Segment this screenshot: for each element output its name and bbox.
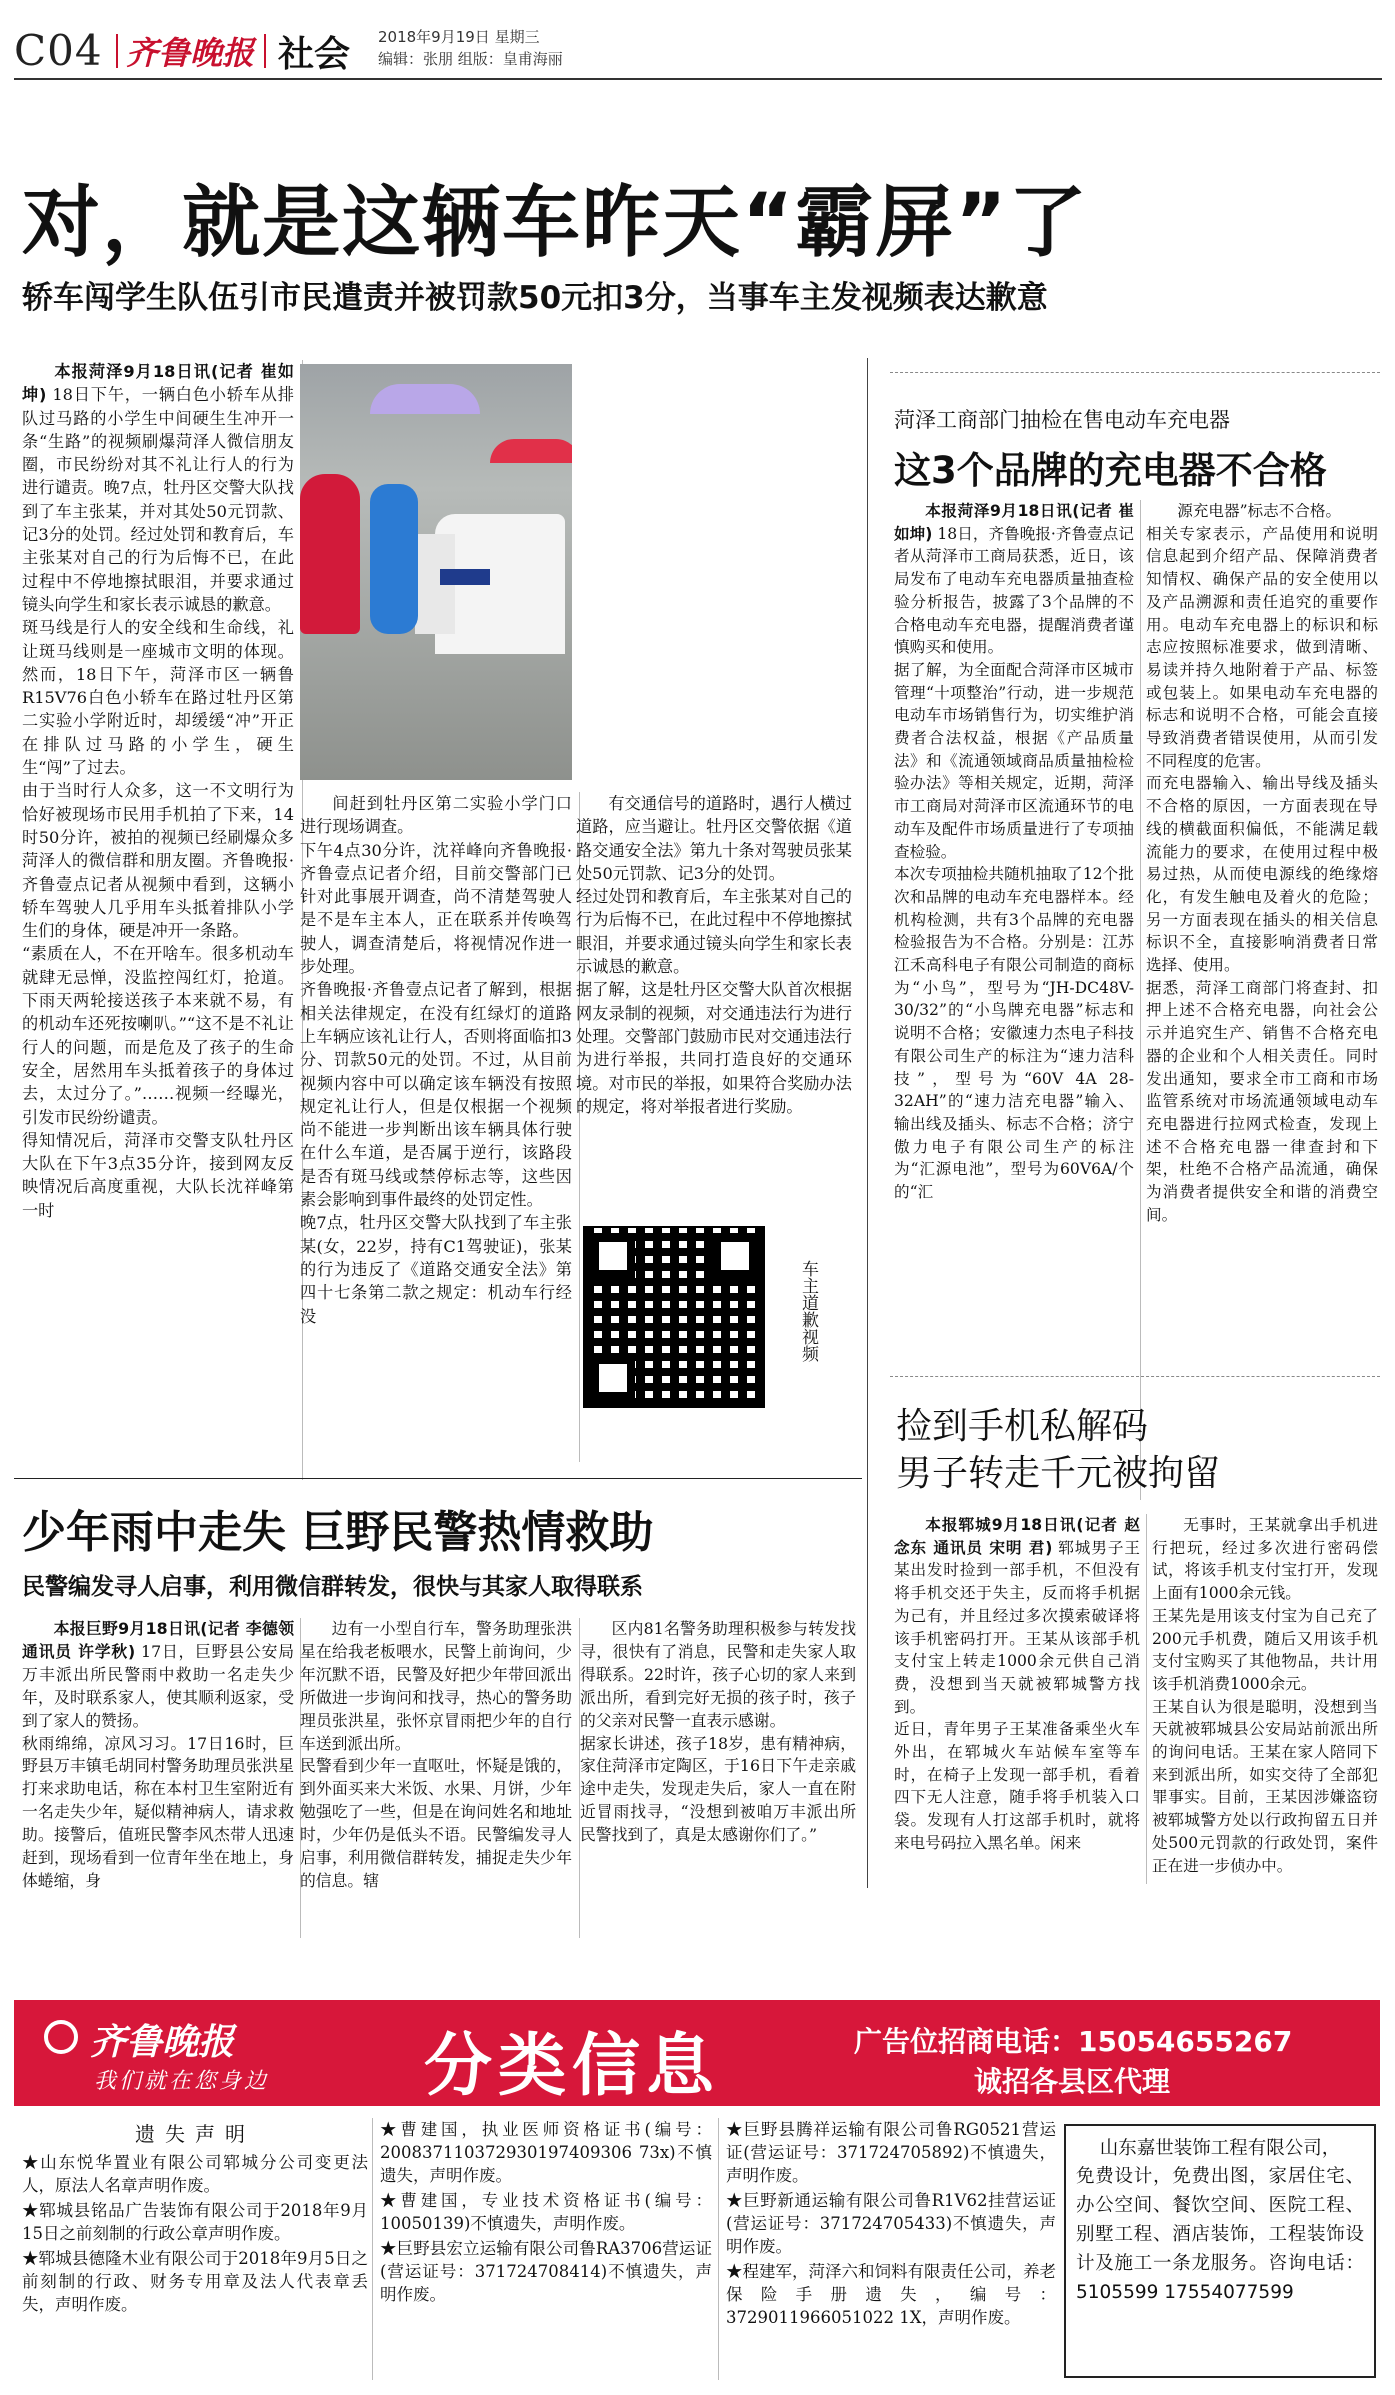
missing-headline: 少年雨中走失 巨野民警热情救助 xyxy=(22,1507,654,1558)
main-headline: 对，就是这辆车昨天“霸屏”了 xyxy=(22,178,1089,268)
classified-col3 xyxy=(726,2118,1056,2380)
phone-col2: 无事时，王某就拿出手机进行把玩，经过多次进行密码偿试，将该手机支付宝打开，发现上面有1000余元钱。 王某先是用该支付宝为自己充了200元手机费，随后又用该手机支付宝购买了其他物品，共计用该手机消费1000余元。 王某自认为很是聪明，没想到当天就被郓城县公安局站前派出所的询问电话。王某在家人陪同下来到派出所，如实交待了全部犯罪事实。目前，王某因涉嫌盗窃被郓城警方处以行政拘留五日并处500元罚款的行政处罚，案件正在进一步侦办中。 xyxy=(1152,1516,1378,1875)
missing-subhead: 民警编发寻人启事，利用微信群转发，很快与其家人取得联系 xyxy=(22,1574,643,1600)
banner-logo: 齐鲁晚报 xyxy=(90,2021,235,2063)
main-col1-text: 18日下午，一辆白色小轿车从排队过马路的小学生中间硬生生冲开一条“生路”的视频刷爆菏泽人微信朋友圈，市民纷纷对其不礼让行人的行为进行谴责。晚7点，牡丹区交警大队找到了车主张某，并对其处50元罚款、记3分的处罚。经过处罚和教育后，车主张某对自己的行为后悔不已，在此过程中不停地擦拭眼泪，并要求通过镜头向学生和家长表示诚恳的歉意。 斑马线是行人的安全线和生命线，礼让斑马线则是一座城市文明的体现。然而，18日下午，菏泽市区一辆鲁R15V76白色小轿车在路过牡丹区第二实验小学附近时，却缓缓“冲”开正在排队过马路的小学生，硬生生“闯”了过去。 由于当时行人众多，这一不文明行为恰好被现场市民用手机拍了下来，14时50分许，被拍的视频已经刷爆众多菏泽人的微信群和朋友圈。齐鲁晚报·齐鲁壹点记者从视频中看到，这辆小轿车驾驶人几乎用车头抵着排队小学生们的身体，硬是冲开一条路。 “素质在人，不在开啥车。很多机动车就肆无忌惮，没监控闯红灯，抢道。下雨天两轮接送孩子本来就不易，有的机动车还死按喇叭。”“这不是不礼让行人的问题，而是危及了孩子的生命安全，居然用车头抵着孩子的身体过去，太过分了。”……视频一经曝光，引发市民纷纷谴责。 得知情况后，菏泽市交警支队牡丹区大队在下午3点35分许，接到网友反映情况后高度重视，大队长沈祥峰第一时 xyxy=(22,385,294,1220)
main-story-col1 xyxy=(22,360,294,1490)
banner-title: 分类信息 xyxy=(424,2027,721,2106)
charger-kicker: 菏泽工商部门抽检在售电动车充电器 xyxy=(894,408,1230,432)
main-subhead: 轿车闯学生队伍引市民遣责并被罚款50元扣3分，当事车主发视频表达歉意 xyxy=(22,280,1048,316)
missing-dateline: 本报巨野9月18日讯(记者 李德领 通讯员 许学秋) xyxy=(22,1619,294,1661)
list-item: ★曹建国，专业技术资格证书(编号：10050139)不慎遗失，声明作废。 xyxy=(380,2191,712,2233)
list-item: ★山东悦华置业有限公司郓城分公司变更法人，原法人名章声明作废。 xyxy=(22,2153,368,2195)
charger-headline: 这3个品牌的充电器不合格 xyxy=(894,449,1327,492)
missing-col1: 本报巨野9月18日讯(记者 李德领 通讯员 许学秋) 17日，巨野县公安局万丰派出所民警雨中救助一名走失少年，及时联系家人，使其顺利返家，受到了家人的赞扬。 秋雨绵绵，凉风习习。17日16时，巨野县万丰镇毛胡同村警务助理员张洪星打来求助电话，称在本村卫生室附近有一名走失少年，疑似精神病人，请求救助。接警后，值班民警李风杰带人迅速赶到，现场看到一位青年坐在地上，身体蜷缩，身 xyxy=(22,1619,294,1890)
charger-col2: 源充电器”标志不合格。 相关专家表示，产品使用和说明信息起到介绍产品、保障消费者知情权、确保产品的安全使用以及产品溯源和责任追究的重要作用。电动车充电器上的标识和标志应按照标准要求，做到清晰、易读并持久地附着于产品、标签或包装上。如果电动车充电器的标志和说明不合格，可能会直接导致消费者错误使用，从而引发不同程度的危害。 而充电器输入、输出导线及插头不合格的原因，一方面表现在导线的横截面积偏低，不能满足载流能力的要求，在使用过程中极易过热，从而使电源线的绝缘熔化，有发生触电及着火的危险；另一方面表现在插头的相关信息标识不全，直接影响消费者日常选择、使用。 据悉，菏泽工商部门将查封、扣押上述不合格充电器，向社会公示并追究生产、销售不合格充电器的企业和个人相关责任。同时发出通知，要求全市工商和市场监管系统对市场流通领域电动车充电器进行拉网式检查，发现上述不合格充电器一律查封和下架，杜绝不合格产品流通，确保为消费者提供安全和谐的消费空间。 xyxy=(1146,502,1378,1224)
car-plate-icon xyxy=(440,569,490,585)
news-photo xyxy=(300,364,572,780)
list-item: ★程建军，菏泽六和饲料有限责任公司，养老保险手册遗失，编号：3729011966051022 1X，声明作废。 xyxy=(726,2262,1056,2327)
paper-logo: 齐鲁晚报 xyxy=(126,34,255,72)
editors: 编辑：张朋 组版：皇甫海丽 xyxy=(378,50,563,68)
classified-col1 xyxy=(22,2118,368,2378)
classified-col1-items xyxy=(22,2151,368,2318)
qr-code-icon xyxy=(583,1226,765,1408)
phone-col1: 本报郓城9月18日讯(记者 赵念东 通讯员 宋明 君) 郓城男子王某出发时捡到一部手机，不但没有将手机交还于失主，反而将手机据为己有，并且经过多次摸索破译将该手机密码打开。王某从该部手机支付宝上转走1000余元供自己消费，没想到当天就被郓城警方找到。 近日，青年男子王某准备乘坐火车外出，在郓城火车站候车室等车时，在椅子上发现一部手机，看着四下无人注意，随手将手机装入口袋。发现有人打这部手机时，就将来电号码拉入黑名单。闲来 xyxy=(894,1516,1140,1852)
main-story-col2: 间赶到牡丹区第二实验小学门口进行现场调查。 下午4点30分许，沈祥峰向齐鲁晚报·齐鲁壹点记者介绍，目前交警部门已针对此事展开调查，尚不清楚驾驶人是不是车主本人，正在联系并传唤驾驶人，调查清楚后，将视情况作进一步处理。 齐鲁晚报·齐鲁壹点记者了解到，根据相关法律规定，在没有红绿灯的道路上车辆应该礼让行人，否则将面临扣3分、罚款50元的处罚。不过，从目前视频内容中可以确定该车辆没有按照规定礼让行人，但是仅根据一个视频尚不能进一步判断出该车辆具体行驶在什么车道，是否属于逆行，该路段是否有斑马线或禁停标志等，这些因素会影响到事件最终的处罚定性。 晚7点，牡丹区交警大队找到了车主张某(女，22岁，持有C1驾驶证)，张某的行为违反了《道路交通安全法》第四十七条第二款之规定：机动车行经没 xyxy=(300,794,572,1326)
list-item: ★郓城县铭品广告装饰有限公司于2018年9月15日之前刻制的行政公章声明作废。 xyxy=(22,2201,368,2243)
charger-col1: 本报菏泽9月18日讯(记者 崔如坤) 18日，齐鲁晚报·齐鲁壹点记者从菏泽市工商局获悉，近日，该局发布了电动车充电器质量抽查检验分析报告，披露了3个品牌的不合格电动车充电器，提醒消费者谨慎购买和使用。 据了解，为全面配合菏泽市区城市管理“十项整治”行动，进一步规范电动车市场销售行为，切实维护消费者合法权益，根据《产品质量法》和《流通领域商品质量抽检检验办法》等相关规定，近期，菏泽市工商局对菏泽市区流通环节的电动车及配件市场质量进行了专项抽查检验。 本次专项抽检共随机抽取了12个批次和品牌的电动车充电器样本。经机构检测，共有3个品牌的充电器检验报告为不合格。分别是：江苏江禾高科电子有限公司制造的商标为“小鸟”，型号为“JH-DC48V-30/32”的“小鸟牌充电器”标志和说明不合格；安徽速力杰电子科技有限公司生产的标注为“速力洁科技”，型号为“60V 4A 28-32AH”的“速力洁充电器”输入、输出线及插头、标志不合格；济宁傲力电子有限公司生产的标注为“汇源电池”，型号为60V6A/个的“汇 xyxy=(894,502,1134,1202)
classified-col2 xyxy=(380,2118,712,2380)
charger-dateline: 本报菏泽9月18日讯(记者 崔如坤) xyxy=(894,502,1134,543)
classified-col4-text: 免费设计，免费出图，家居住宅、办公空间、餐饮空间、医院工程、别墅工程、酒店装饰，工程装饰设计及施工一条龙服务。咨询电话：5105599 17554077599 xyxy=(1076,2166,1364,2303)
phone-headline-1: 捡到手机私解码 xyxy=(896,1406,1149,1447)
list-item: ★曹建国，执业医师资格证书(编号：200837110372930197409306 73x)不慎遗失，声明作废。 xyxy=(380,2120,712,2185)
banner-logo-icon xyxy=(44,2020,78,2054)
page-number: C04 xyxy=(14,26,103,75)
missing-col2: 边有一小型自行车，警务助理张洪星在给我老板喂水，民警上前询问，少年沉默不语，民警及好把少年带回派出所做进一步询问和找寻，热心的警务助理员张洪星，张怀京冒雨把少年的自行车送到派出所。 民警看到少年一直呕吐，怀疑是饿的，到外面买来大米饭、水果、月饼，少年勉强吃了一些，但是在询问姓名和地址时，少年仍是低头不语。民警编发寻人启事，利用微信群转发，捕捉走失少年的信息。辖 xyxy=(300,1619,572,1890)
classified-col4-box xyxy=(1064,2124,1376,2378)
list-item: ★郓城县德隆木业有限公司于2018年9月5日之前刻制的行政、财务专用章及法人代表章丢失，声明作废。 xyxy=(22,2249,368,2314)
list-item: ★巨野县宏立运输有限公司鲁RA3706营运证(营运证号：371724708414)不慎遗失，声明作废。 xyxy=(380,2239,712,2304)
qr-caption: 车主道歉视频 xyxy=(798,1260,818,1362)
phone-headline-2: 男子转走千元被拘留 xyxy=(896,1453,1221,1494)
banner-recruit: 诚招各县区代理 xyxy=(974,2065,1171,2098)
list-item: ★巨野新通运输有限公司鲁R1V62挂营运证(营运证号：371724705433)不慎遗失，声明作废。 xyxy=(726,2191,1056,2256)
classified-banner xyxy=(14,2000,1380,2106)
main-dateline: 本报菏泽9月18日讯(记者 崔如坤) xyxy=(22,362,294,405)
classified-col4-title: 山东嘉世装饰工程有限公司， xyxy=(1099,2138,1341,2159)
phone-dateline: 本报郓城9月18日讯(记者 赵念东 通讯员 宋明 君) xyxy=(894,1516,1140,1557)
main-story-col3: 有交通信号的道路时，遇行人横过道路，应当避让。牡丹区交警依据《道路交通安全法》第九十条对驾驶员张某处50元罚款、记3分的处罚。 经过处罚和教育后，车主张某对自己的行为后悔不已，在此过程中不停地擦拭眼泪，并要求通过镜头向学生和家长表示诚恳的歉意。 据了解，这是牡丹区交警大队首次根据网友录制的视频，对交通违法行为进行处理。交警部门鼓励市民对交通违法行为进行举报，共同打造良好的交通环境。对市民的举报，如果符合奖励办法的规定，将对举报者进行奖励。 xyxy=(576,794,852,1116)
banner-hotline: 广告位招商电话：15054655267 xyxy=(854,2025,1293,2058)
issue-date: 2018年9月19日 星期三 xyxy=(378,28,540,46)
page-header xyxy=(14,22,1384,74)
banner-slogan: 我们就在您身边 xyxy=(94,2069,270,2094)
section-name: 社会 xyxy=(278,34,351,75)
classified-col1-title: 遗失声明 xyxy=(135,2122,255,2146)
missing-col3: 区内81名警务助理积极参与转发找寻，很快有了消息，民警和走失家人取得联系。22时许，孩子心切的家人来到派出所，看到完好无损的孩子时，孩子的父亲对民警一直表示感谢。 据家长讲述，孩子18岁，患有精神病，家住菏泽市定陶区，于16日下午走亲戚途中走失，发现走失后，家人一直在附近冒雨找寻，“没想到被咱万丰派出所民警找到了，真是太感谢你们了。” xyxy=(580,1619,856,1845)
list-item: ★巨野县腾祥运输有限公司鲁RG0521营运证(营运证号：371724705892)不慎遗失，声明作废。 xyxy=(726,2120,1056,2185)
